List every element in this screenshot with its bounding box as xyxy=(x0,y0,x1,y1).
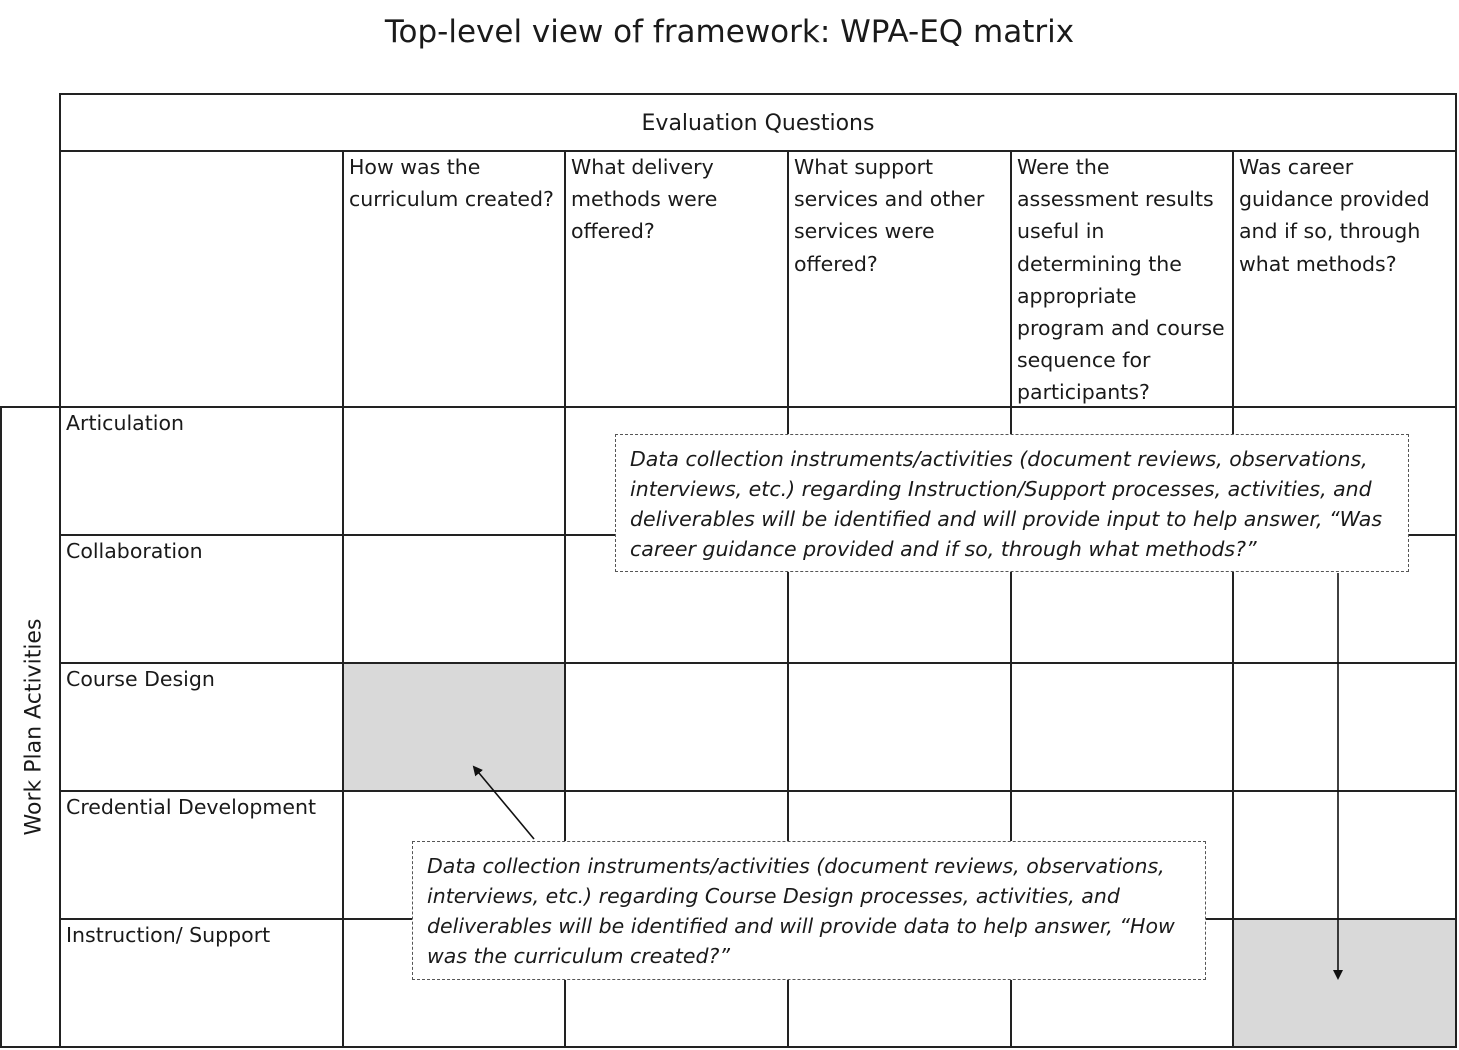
question-curriculum: How was the curriculum created? xyxy=(349,155,554,212)
page-title: Top-level view of framework: WPA-EQ matrix xyxy=(384,14,1075,50)
evaluation-questions-header: Evaluation Questions xyxy=(641,110,875,136)
row-label-collaboration: Collaboration xyxy=(66,539,203,563)
row-label-credential-development: Credential Development xyxy=(66,795,317,819)
question-career-guidance: Was career guidance provided and if so, through what methods? xyxy=(1239,155,1430,276)
work-plan-activities-label: Work Plan Activities xyxy=(21,618,47,836)
question-assessment-results: Were the assessment results useful in determining the appropriate program and course sequence for participants? xyxy=(1017,155,1225,405)
question-delivery-methods: What delivery methods were offered? xyxy=(571,155,718,244)
row-label-articulation: Articulation xyxy=(66,411,184,435)
row-label-course-design: Course Design xyxy=(66,667,215,691)
row-label-instruction-support: Instruction/ Support xyxy=(66,923,271,947)
arrow-to-curriculum-cell xyxy=(474,767,534,839)
callout-instruction-support: Data collection instruments/activities (document reviews, observations, interviews, etc.) regarding Instruction/Support processes, activities, and deliverables will be identified and will provide input to help answer, “Was career guidance provided and if so, through what methods?” xyxy=(615,434,1409,572)
question-support-services: What support services and other services were offered? xyxy=(794,155,985,276)
callout-course-design: Data collection instruments/activities (document reviews, observations, interviews, etc.) regarding Course Design processes, activities, and deliverables will be identified and will provide data to help answer, “How was the curriculum created?” xyxy=(412,841,1206,980)
